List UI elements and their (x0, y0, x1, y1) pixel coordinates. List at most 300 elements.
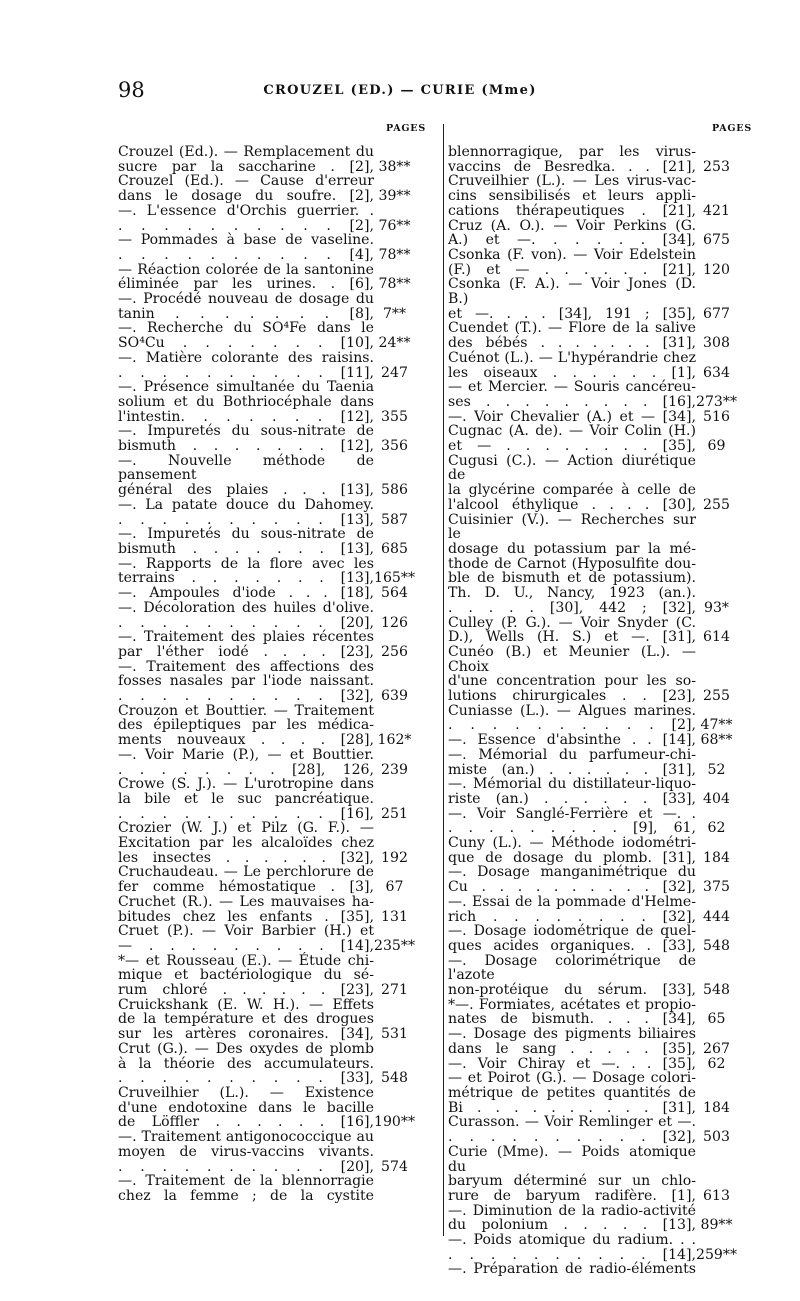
index-line (118, 366, 415, 381)
index-line-text: Cugusi (C.). — Action diurétique de (448, 452, 696, 484)
index-line-page (374, 836, 415, 851)
index-line-page: 675 (703, 232, 730, 249)
index-line-page: 255 (703, 496, 730, 513)
index-line-text: Crouzel (Ed.). — Cause d'erreur (118, 173, 374, 190)
index-line-page: 259** (696, 1246, 737, 1263)
index-line (448, 1218, 737, 1233)
index-line-text: Cuny (L.). — Méthode iodométri- (448, 835, 696, 852)
index-line-text: . . . . . . . . . . [11], (118, 364, 374, 381)
index-line-page (696, 1027, 737, 1042)
index-line-text: . . . . . . . . . . [20], (118, 614, 374, 631)
index-line (448, 174, 737, 189)
index-line-text: —. Voir Chiray et —. . . [35], (448, 1055, 696, 1072)
index-line (118, 1160, 415, 1175)
index-line-text: cations thérapeutiques . [21], (448, 202, 696, 219)
index-line-page: 355 (381, 408, 408, 425)
index-line (448, 880, 737, 895)
index-line-page: 126 (381, 614, 408, 631)
index-line-page (696, 1086, 737, 1101)
index-line-text: —. Dosage colorimétrique de l'azote (448, 952, 696, 984)
index-line-text: . . . . . . . . [28], 126, (118, 761, 374, 778)
index-line-page (374, 527, 415, 542)
index-line (448, 998, 737, 1013)
index-line (118, 410, 415, 425)
index-line-page: 639 (381, 688, 408, 705)
index-line (448, 865, 737, 880)
index-line (118, 498, 415, 513)
index-line-text: bitudes chez les enfants . [35], (118, 908, 374, 925)
index-line-text: fer comme hémostatique . [3], (118, 879, 374, 896)
index-line-page: 68** (700, 732, 733, 749)
index-line (448, 1248, 737, 1263)
index-line-page: 677 (703, 305, 730, 322)
index-line (448, 586, 737, 601)
index-line (448, 307, 737, 322)
index-line-text: —. Voir Sanglé-Ferrière et —. . (448, 805, 696, 822)
page-header (0, 78, 800, 102)
index-line (448, 792, 737, 807)
index-line-page (374, 924, 415, 939)
index-line-text: ble de bismuth et de potassium). (448, 570, 696, 587)
index-line (448, 601, 737, 616)
index-line (118, 792, 415, 807)
index-line-page (374, 821, 415, 836)
index-line-text: —. Recherche du SO⁴Fe dans le (118, 320, 374, 337)
index-line-page: 78** (378, 246, 411, 263)
index-line-text: Cruickshank (E. W. H.). — Effets (118, 996, 374, 1013)
index-line (448, 233, 737, 248)
index-line (448, 1057, 737, 1072)
index-line-text: cins sensibilisés et leurs appli- (448, 188, 696, 205)
index-line-page: 255 (703, 688, 730, 705)
index-line-text: —. Procédé nouveau de dosage du (118, 291, 374, 308)
index-line-text: —. Dosage manganimétrique du (448, 864, 696, 881)
index-line-text: l'alcool éthylique . . . . [30], (448, 496, 696, 513)
index-line (448, 513, 737, 542)
index-line-text: la glycérine comparée à celle de (448, 482, 696, 499)
index-line-text: la bile et le suc pancréatique. (118, 790, 374, 807)
index-line (118, 924, 415, 939)
index-line-page (696, 1071, 737, 1086)
index-line-text: nates de bismuth. . . . [34], (448, 1011, 696, 1028)
index-line-text: Th. D. U., Nancy, 1923 (an.). (448, 585, 696, 602)
index-line-text: que de dosage du plomb. [31], (448, 849, 696, 866)
index-line-page (696, 557, 737, 572)
index-line-page: 89** (700, 1217, 733, 1234)
index-line-text: éliminée par les urines. . [6], (118, 276, 374, 293)
index-line-text: . . . . . . . . . . [33], (118, 1070, 374, 1087)
index-line-page (696, 145, 737, 160)
index-line-text: —. La patate douce du Dahomey. (118, 496, 374, 513)
index-line (118, 821, 415, 836)
index-line-page: 162* (377, 732, 412, 749)
index-line-text: Culley (P. G.). — Voir Snyder (C. (448, 614, 696, 631)
index-line-page: 421 (703, 202, 730, 219)
index-line-page (374, 233, 415, 248)
index-line (448, 204, 737, 219)
index-line-text: —. Traitement antigonococcique au (118, 1129, 374, 1146)
index-line (448, 1189, 737, 1204)
index-line-text: . . . . . . . . . . [4], (118, 246, 374, 263)
index-line-text: —. Diminution de la radio-activité (448, 1202, 696, 1219)
index-line (448, 189, 737, 204)
index-line-page: 404 (703, 790, 730, 807)
index-line (448, 336, 737, 351)
index-line-page (374, 1101, 415, 1116)
index-line (118, 1130, 415, 1145)
index-line-text: ments nouveaux . . . . [28], (118, 732, 374, 749)
index-line-text: — Pommades à base de vaseline. (118, 232, 374, 249)
index-line (118, 777, 415, 792)
index-line (448, 763, 737, 778)
index-line (448, 851, 737, 866)
index-line (118, 1071, 415, 1086)
index-line-page (696, 571, 737, 586)
index-line-page: 531 (381, 1026, 408, 1043)
index-line-text: —. Dosage iodométrique de quel- (448, 923, 696, 940)
index-line-page (374, 1086, 415, 1101)
index-line-text: de la température et des drogues (118, 1011, 374, 1028)
index-line (448, 160, 737, 175)
index-line-text: bismuth . . . . . . . [13], (118, 540, 374, 557)
index-line-page (696, 616, 737, 631)
index-line-page (696, 586, 737, 601)
index-line-text: SO⁴Cu . . . . . . . [10], (118, 335, 374, 352)
index-line-text: — . . . . . . . . . [14], (118, 937, 374, 954)
index-line-page (696, 807, 737, 822)
index-line (448, 542, 737, 557)
index-line-text: *—. Formiates, acétates et propio- (448, 996, 696, 1013)
index-line-text: tanin . . . . . . . [8], (118, 305, 374, 322)
index-line-page (374, 351, 415, 366)
index-line-text: Cuniasse (L.). — Algues marines. (448, 702, 696, 719)
index-line-page (374, 145, 415, 160)
index-line (118, 277, 415, 292)
index-line (118, 321, 415, 336)
index-line-text: —. Essai de la pommade d'Helme- (448, 893, 696, 910)
index-line-page (696, 645, 737, 674)
index-line (448, 1042, 737, 1057)
index-line-page (696, 174, 737, 189)
index-line-page (374, 1012, 415, 1027)
index-line-page (696, 1145, 737, 1174)
index-line-page (374, 968, 415, 983)
index-line-text: —. Mémorial du distillateur-liquo- (448, 776, 696, 793)
index-line (118, 674, 415, 689)
index-line-page (696, 704, 737, 719)
index-line-text: fosses nasales par l'iode naissant. (118, 673, 374, 690)
index-line-text: —. Préparation de radio-éléments (448, 1261, 696, 1278)
index-line (448, 1204, 737, 1219)
index-line (118, 557, 415, 572)
index-line (448, 1145, 737, 1174)
index-line-page: 65 (707, 1011, 726, 1028)
index-line (448, 954, 737, 983)
index-line-page: 239 (381, 761, 408, 778)
index-line-text: d'une concentration pour les so- (448, 673, 696, 690)
index-line (448, 1115, 737, 1130)
index-line-text: A.) et —. . . . . . [34], (448, 232, 696, 249)
index-line-text: — et Mercier. — Souris cancéreu- (448, 379, 696, 396)
index-line (118, 1115, 415, 1130)
index-line (118, 616, 415, 631)
index-line-page (696, 351, 737, 366)
index-line-page: 62 (707, 820, 726, 837)
index-line-page: 62 (707, 1055, 726, 1072)
index-line-page: 52 (707, 761, 726, 778)
index-line-page: 190** (374, 1114, 415, 1131)
index-line-page (696, 674, 737, 689)
index-line-text: d'une endotoxine dans le bacille (118, 1099, 374, 1116)
index-line-page: 548 (381, 1070, 408, 1087)
index-line-page (696, 1233, 737, 1248)
index-line-page (696, 1262, 737, 1277)
index-line-page: 76** (378, 217, 411, 234)
index-line-page (374, 954, 415, 969)
index-line-page: 192 (381, 849, 408, 866)
index-line (448, 263, 737, 278)
index-line-text: dosage du potassium par la mé- (448, 540, 696, 557)
index-line (118, 1189, 415, 1204)
index-line (118, 910, 415, 925)
index-line-page (374, 895, 415, 910)
index-line (448, 571, 737, 586)
index-line-text: sur les artères coronaires. [34], (118, 1026, 374, 1043)
index-line-text: ses . . . . . . . . . [16], (448, 393, 696, 410)
index-line (448, 630, 737, 645)
index-line-text: dans le dosage du soufre. [2], (118, 188, 374, 205)
index-line-text: —. Mémorial du parfumeur-chi- (448, 746, 696, 763)
index-line (448, 645, 737, 674)
index-line (118, 968, 415, 983)
index-line (448, 395, 737, 410)
index-line (118, 454, 415, 483)
index-line-text: —. Décoloration des huiles d'olive. (118, 599, 374, 616)
index-line-text: — et Poirot (G.). — Dosage colori- (448, 1070, 696, 1087)
index-line-text: rum chloré . . . . . . [23], (118, 982, 374, 999)
index-line-page: 375 (703, 879, 730, 896)
index-line-text: . . . . . . . . . . [32], (118, 688, 374, 705)
index-line-page: 39** (378, 188, 411, 205)
index-line-page: 120 (703, 261, 730, 278)
index-line (448, 145, 737, 160)
index-line-text: . . . . . [30], 442 ; [32], (448, 599, 696, 616)
index-line-page (696, 380, 737, 395)
index-line-page (374, 865, 415, 880)
index-line (448, 1101, 737, 1116)
index-line-text: Cugnac (A. de). — Voir Colin (H.) (448, 423, 696, 440)
index-line-page (696, 895, 737, 910)
index-line-page: 308 (703, 335, 730, 352)
index-line (118, 748, 415, 763)
index-line-text: ques acides organiques. . [33], (448, 937, 696, 954)
index-line (448, 454, 737, 483)
index-line-text: —. Ampoules d'iode . . . [18], (118, 585, 374, 602)
index-line (118, 233, 415, 248)
index-line (118, 763, 415, 778)
index-line-page (374, 718, 415, 733)
index-line-page (374, 660, 415, 675)
index-line-text: riste (an.) . . . . . . [33], (448, 790, 696, 807)
index-line-page (374, 204, 415, 219)
index-line-text: moyen de virus-vaccins vivants. (118, 1143, 374, 1160)
index-line-page (374, 292, 415, 307)
index-line-page (374, 1057, 415, 1072)
index-line-text: solium et du Bothriocéphale dans (118, 393, 374, 410)
index-line (118, 351, 415, 366)
index-line-page (696, 219, 737, 234)
index-line (118, 145, 415, 160)
index-line-text: et —. . . . [34], 191 ; [35], (448, 305, 696, 322)
index-line (118, 160, 415, 175)
index-line (448, 1233, 737, 1248)
index-line-page (696, 777, 737, 792)
index-line-text: Cruveilhier (L.). — Les virus-vac- (448, 173, 696, 190)
index-line-page (374, 704, 415, 719)
index-line-page (374, 1042, 415, 1057)
index-line (118, 939, 415, 954)
index-line (448, 248, 737, 263)
index-line-text: les oiseaux . . . . . . [1], (448, 364, 696, 381)
index-line-text: —. Impuretés du sous-nitrate de (118, 423, 374, 440)
index-line-page: 7** (382, 305, 407, 322)
index-line (118, 189, 415, 204)
index-line-page: 516 (703, 408, 730, 425)
index-line-text: général des plaies . . . [13], (118, 482, 374, 499)
index-line (448, 704, 737, 719)
index-line-text: de Löffler . . . . . . [16], (118, 1114, 374, 1131)
index-line (448, 498, 737, 513)
index-line-text: *— et Rousseau (E.). — Étude chi- (118, 952, 374, 969)
index-line (118, 513, 415, 528)
index-line-text: —. Traitement de la blennorragie (118, 1173, 374, 1190)
index-line-page (374, 1145, 415, 1160)
index-line (448, 1086, 737, 1101)
index-line-text: Crouzon et Bouttier. — Traitement (118, 702, 374, 719)
index-line-text: et — . . . . . . . . [35], (448, 438, 696, 455)
index-line (448, 424, 737, 439)
index-line-page (696, 248, 737, 263)
index-line-page: 69 (707, 438, 726, 455)
index-line-page (374, 601, 415, 616)
index-line (448, 557, 737, 572)
index-line-page: 614 (703, 629, 730, 646)
index-line (118, 954, 415, 969)
index-line (448, 807, 737, 822)
index-line (118, 571, 415, 586)
index-line-page (374, 454, 415, 483)
index-line-page (374, 263, 415, 278)
index-line-page: 613 (703, 1187, 730, 1204)
index-line-text: — Réaction colorée de la santonine (118, 261, 374, 278)
index-line (118, 248, 415, 263)
index-line-text: . . . . . . . . . . [16], (118, 805, 374, 822)
index-line (118, 865, 415, 880)
index-line-page (374, 1189, 415, 1204)
index-line (118, 336, 415, 351)
index-line-page: 93* (704, 599, 729, 616)
index-line (448, 983, 737, 998)
index-line (118, 527, 415, 542)
index-line-text: Crowe (S. J.). — L'urotropine dans (118, 776, 374, 793)
running-head: CROUZEL (ED.) — CURIE (Mme) (263, 83, 537, 98)
index-line-page: 256 (381, 643, 408, 660)
index-line (448, 733, 737, 748)
index-line-text: —. Traitement des plaies récentes (118, 629, 374, 646)
index-line-page (374, 498, 415, 513)
index-line (118, 586, 415, 601)
index-line-page: 24** (378, 335, 411, 352)
index-line-text: Cu . . . . . . . . . . [32], (448, 879, 696, 896)
index-line (118, 1027, 415, 1042)
index-line-page (374, 557, 415, 572)
index-line (448, 366, 737, 381)
index-line (448, 674, 737, 689)
index-line-page: 444 (703, 908, 730, 925)
index-line-text: blennorragique, par les virus- (448, 144, 696, 160)
index-line-page (696, 998, 737, 1013)
index-line (448, 777, 737, 792)
index-line-page: 548 (703, 937, 730, 954)
index-line-text: dans le sang . . . . . [35], (448, 1040, 696, 1057)
page-number: 98 (118, 78, 145, 102)
index-line-page (696, 865, 737, 880)
index-line (448, 1174, 737, 1189)
index-line-text: Cruchaudeau. — Le perchlorure de (118, 864, 374, 881)
index-line-page: 251 (381, 805, 408, 822)
index-line-page (696, 924, 737, 939)
index-line-page: 38** (378, 158, 411, 175)
index-line-text: —. Voir Marie (P.), — et Bouttier. (118, 746, 374, 763)
index-line-page (696, 454, 737, 483)
index-line (118, 660, 415, 675)
index-line-page (696, 513, 737, 542)
index-line (448, 321, 737, 336)
index-line-page (696, 1204, 737, 1219)
index-line (448, 277, 737, 306)
index-line (448, 718, 737, 733)
index-line (118, 174, 415, 189)
index-line-text: —. L'essence d'Orchis guerrier. . (118, 202, 374, 219)
index-line-page (374, 395, 415, 410)
index-line-text: miste (an.) . . . . . . [31], (448, 761, 696, 778)
index-line-page (696, 483, 737, 498)
index-line-page (374, 1130, 415, 1145)
index-entries (118, 145, 415, 1204)
index-line-text: —. Traitement des affections des (118, 658, 374, 675)
index-line-text: Cuendet (T.). — Flore de la salive (448, 320, 696, 337)
index-line (448, 1130, 737, 1145)
index-line-page: 634 (703, 364, 730, 381)
index-line-text: bismuth . . . . . . . [12], (118, 438, 374, 455)
index-line-text: terrains . . . . . . . [13], (118, 570, 374, 587)
index-line-text: chez la femme ; de la cystite (118, 1187, 374, 1204)
index-line-page (696, 277, 737, 306)
index-line (118, 219, 415, 234)
index-line (118, 1145, 415, 1160)
index-line (448, 1262, 737, 1277)
index-line (118, 601, 415, 616)
index-line-text: —. Essence d'absinthe . . [14], (448, 732, 696, 749)
index-line (118, 307, 415, 322)
index-line-text: Cruveilhier (L.). — Existence (118, 1085, 374, 1101)
index-line-page (696, 1115, 737, 1130)
index-line (448, 1027, 737, 1042)
index-line-text: Crouzel (Ed.). — Remplacement du (118, 144, 374, 160)
index-line (118, 645, 415, 660)
index-line-page (696, 189, 737, 204)
index-line-text: Curasson. — Voir Remlinger et —. (448, 1114, 696, 1131)
